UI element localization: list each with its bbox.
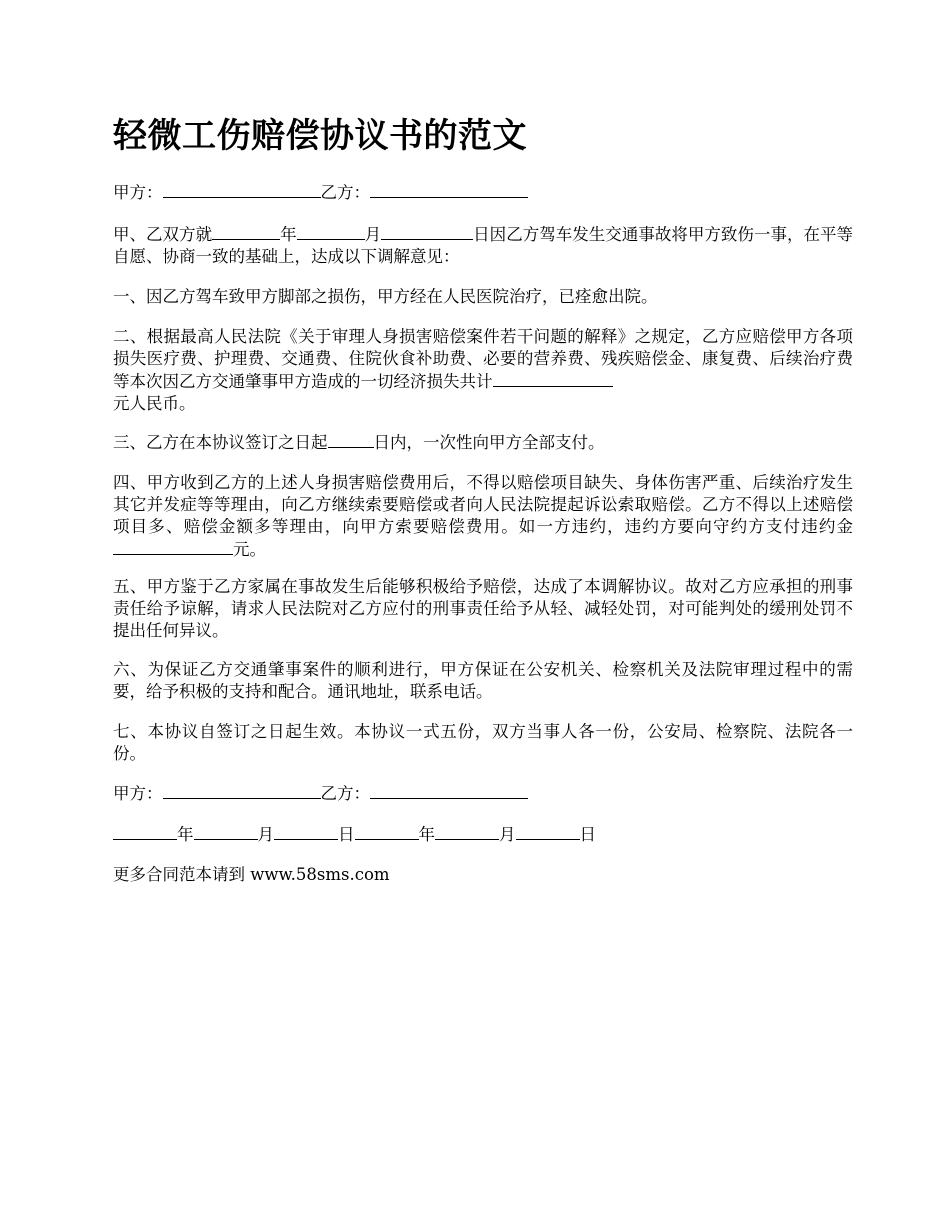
party-b-year-label: 年 bbox=[418, 825, 435, 844]
document-title: 轻微工伤赔偿协议书的范文 bbox=[113, 116, 527, 156]
clause-4-suffix: 元。 bbox=[233, 540, 266, 559]
clause-2 bbox=[113, 326, 853, 415]
party-b-label-bottom: 乙方： bbox=[320, 784, 370, 803]
intro-month-blank bbox=[297, 223, 365, 240]
intro-part1: 甲、乙双方就 bbox=[113, 225, 213, 244]
clause-3-days-blank bbox=[328, 431, 374, 448]
party-b-day-label: 日 bbox=[579, 825, 596, 844]
party-b-year-blank bbox=[355, 823, 419, 840]
party-a-blank bbox=[163, 181, 321, 198]
clause-1: 一、因乙方驾车致甲方脚部之损伤，甲方经在人民医院治疗，已痊愈出院。 bbox=[113, 287, 658, 306]
intro-paragraph bbox=[113, 223, 853, 268]
party-a-year-label: 年 bbox=[177, 825, 194, 844]
party-b-sign-blank bbox=[370, 782, 528, 799]
clause-2-amount-blank bbox=[493, 370, 613, 387]
party-b-month-blank bbox=[435, 823, 499, 840]
party-a-year-blank bbox=[113, 823, 177, 840]
clause-5: 五、甲方鉴于乙方家属在事故发生后能够积极给予赔偿，达成了本调解协议。故对乙方应承担的刑事责任给予谅解，请求人民法院对乙方应付的刑事责任给予从轻、减轻处罚，对可能判处的缓刑处罚不提出任何异议。 bbox=[113, 577, 853, 640]
party-a-month-blank bbox=[194, 823, 258, 840]
clause-7: 七、本协议自签订之日起生效。本协议一式五份，双方当事人各一份，公安局、检察院、法院各一份。 bbox=[113, 722, 853, 763]
parties-line-bottom bbox=[113, 782, 528, 805]
clause-4-text: 四、甲方收到乙方的上述人身损害赔偿费用后，不得以赔偿项目缺失、身体伤害严重、后续治疗发生其它并发症等等理由，向乙方继续索要赔偿或者向人民法院提起诉讼索取赔偿。乙方不得以上述赔偿项目多、赔偿金额多等理由，向甲方索要赔偿费用。如一方违约，违约方要向守约方支付违约金 bbox=[113, 473, 853, 536]
party-a-day-blank bbox=[274, 823, 338, 840]
clause-3 bbox=[113, 431, 605, 454]
party-a-label: 甲方： bbox=[113, 183, 163, 202]
party-b-day-blank bbox=[516, 823, 580, 840]
party-b-label: 乙方： bbox=[320, 183, 370, 202]
date-line bbox=[113, 823, 596, 846]
party-b-month-label: 月 bbox=[499, 825, 516, 844]
clause-3-suffix: 日内，一次性向甲方全部支付。 bbox=[373, 433, 605, 452]
intro-year-label: 年 bbox=[280, 225, 297, 244]
party-a-label-bottom: 甲方： bbox=[113, 784, 163, 803]
intro-day-blank bbox=[381, 223, 473, 240]
clause-3-prefix: 三、乙方在本协议签订之日起 bbox=[113, 433, 328, 452]
intro-month-label: 月 bbox=[364, 225, 382, 244]
intro-part2: 日因乙方驾车发生交通事故将甲方致伤一事，在平等自愿、协商一致的基础上，达成以下调解意见： bbox=[113, 225, 854, 266]
parties-line-top bbox=[113, 181, 528, 204]
footer-link-text: 更多合同范本请到 www.58sms.com bbox=[113, 865, 390, 884]
party-a-day-label: 日 bbox=[338, 825, 355, 844]
intro-year-blank bbox=[212, 223, 280, 240]
party-a-sign-blank bbox=[163, 782, 321, 799]
clause-2-suffix: 元人民币。 bbox=[113, 394, 196, 413]
clause-2-text: 二、根据最高人民法院《关于审理人身损害赔偿案件若干问题的解释》之规定，乙方应赔偿甲方各项损失医疗费、护理费、交通费、住院伙食补助费、必要的营养费、残疾赔偿金、康复费、后续治疗费等本次因乙方交通肇事甲方造成的一切经济损失共计 bbox=[113, 327, 853, 391]
clause-6: 六、为保证乙方交通肇事案件的顺利进行，甲方保证在公安机关、检察机关及法院审理过程中的需要，给予积极的支持和配合。通讯地址，联系电话。 bbox=[113, 660, 853, 701]
party-a-month-label: 月 bbox=[257, 825, 274, 844]
party-b-blank bbox=[370, 181, 528, 198]
clause-4 bbox=[113, 472, 853, 561]
clause-4-penalty-blank bbox=[113, 538, 233, 555]
